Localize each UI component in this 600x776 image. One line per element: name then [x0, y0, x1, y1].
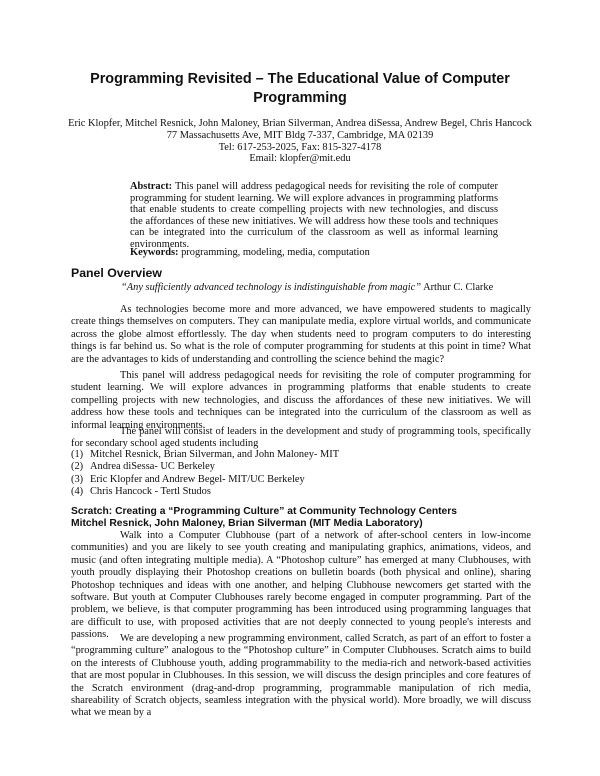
list-number: (2)	[71, 461, 84, 473]
scratch-heading-line-2: Mitchel Resnick, John Maloney, Brian Silverman (MIT Media Laboratory)	[71, 518, 423, 530]
list-item	[71, 474, 339, 486]
list-item	[71, 486, 339, 498]
author-names: Eric Klopfer, Mitchel Resnick, John Maloney, Brian Silverman, Andrea diSessa, Andrew Begel, Chris Hancock	[68, 118, 532, 129]
scratch-heading-line-1: Scratch: Creating a “Programming Culture” at Community Technology Centers	[71, 506, 458, 517]
list-item	[71, 461, 339, 473]
epigraph-quote	[121, 282, 541, 294]
overview-paragraph-2: This panel will address pedagogical needs for revisiting the role of computer programming for student learning. We will explore advances in programming platforms that enable students to create compelling projects with new technologies, and discuss the affordances of these new initiatives. We will address how these tools and techniques can be integrated into the curriculum of the classroom as well as informal learning environments.	[71, 370, 531, 431]
quote-author: Arthur C. Clarke	[423, 282, 494, 293]
section-heading-panel-overview: Panel Overview	[71, 266, 162, 280]
quote-text: “Any sufficiently advanced technology is indistinguishable from magic”	[121, 282, 422, 293]
author-block	[40, 118, 560, 165]
list-text: Andrea diSessa- UC Berkeley	[90, 461, 215, 473]
keywords-text: programming, modeling, media, computation	[181, 247, 370, 258]
overview-paragraph-1: As technologies become more and more advanced, we have empowered students to magically create things themselves on computers. They can manipulate media, explore virtual worlds, and communicate across the globe almost effortlessly. The day when students need to program computers to do interesting things is far behind us. So what is the role of computer programming for students at this point in time? What are the advantages to kids of understanding and controlling the science behind the magic?	[71, 304, 531, 365]
author-phone: Tel: 617-253-2025, Fax: 815-327-4178	[218, 141, 382, 153]
list-text: Chris Hancock - Tertl Studos	[90, 486, 211, 498]
overview-paragraph-3: The panel will consist of leaders in the development and study of programming tools, specifically for secondary school aged students including	[71, 426, 531, 450]
abstract-label: Abstract:	[130, 181, 173, 192]
paper-title: Programming Revisited – The Educational Value of Computer Programming	[90, 71, 510, 106]
list-item	[71, 449, 339, 461]
scratch-paragraph-1: Walk into a Computer Clubhouse (part of a network of after-school centers in low-income communities) and you are likely to see youth creating and manipulating graphics, animations, videos, and music (and often integrating multiple media). A “Photoshop culture” has emerged at many Clubhouses, with youth proudly displaying their Photoshop creations on bulletin boards (both physical and online), sharing Photoshop techniques and ideas with one another, and helping Clubhouse newcomers get started with the software. But youth at Computer Clubhouses rarely become engaged in computer programming. Part of the problem, we believe, is that computer programming has been introduced using programming languages that are difficult to use, with proposed activities that are not deeply connected to young people's interests and passions.	[71, 530, 531, 641]
author-email: Email: klopfer@mit.edu	[249, 153, 351, 165]
scratch-paragraph-2: We are developing a new programming environment, called Scratch, as part of an effort to foster a “programming culture” analogous to the “Photoshop culture” in Computer Clubhouses. Scratch aims to build on the interests of Clubhouse youth, adding programmability to the media-rich and network-based activities that are most popular in Clubhouses. In this session, we will discuss the design principles and core features of the Scratch environment (drag-and-drop programming, programmable manipulation of rich media, shareability of Scratch objects, seamless integration with the physical world). More broadly, we will discuss what we mean by a	[71, 633, 531, 719]
panelist-list	[71, 449, 339, 499]
keywords	[130, 247, 498, 259]
list-number: (1)	[71, 449, 84, 460]
list-number: (3)	[71, 473, 84, 485]
author-address: 77 Massachusetts Ave, MIT Bldg 7-337, Cambridge, MA 02139	[166, 129, 434, 141]
keywords-label: Keywords:	[130, 247, 179, 258]
section-heading-scratch	[71, 506, 457, 531]
list-number: (4)	[71, 486, 84, 498]
abstract-text: This panel will address pedagogical needs for revisiting the role of computer programming for student learning. We will explore advances in programming platforms that enable students to create compelling projects with new technologies, and discuss the affordances of these new initiatives. We will address how these tools and techniques can be integrated into the curriculum of the classroom as well as informal learning environments.	[130, 181, 498, 250]
list-text: Mitchel Resnick, Brian Silverman, and John Maloney- MIT	[90, 449, 340, 460]
list-text: Eric Klopfer and Andrew Begel- MIT/UC Berkeley	[90, 473, 305, 485]
abstract	[130, 181, 498, 251]
